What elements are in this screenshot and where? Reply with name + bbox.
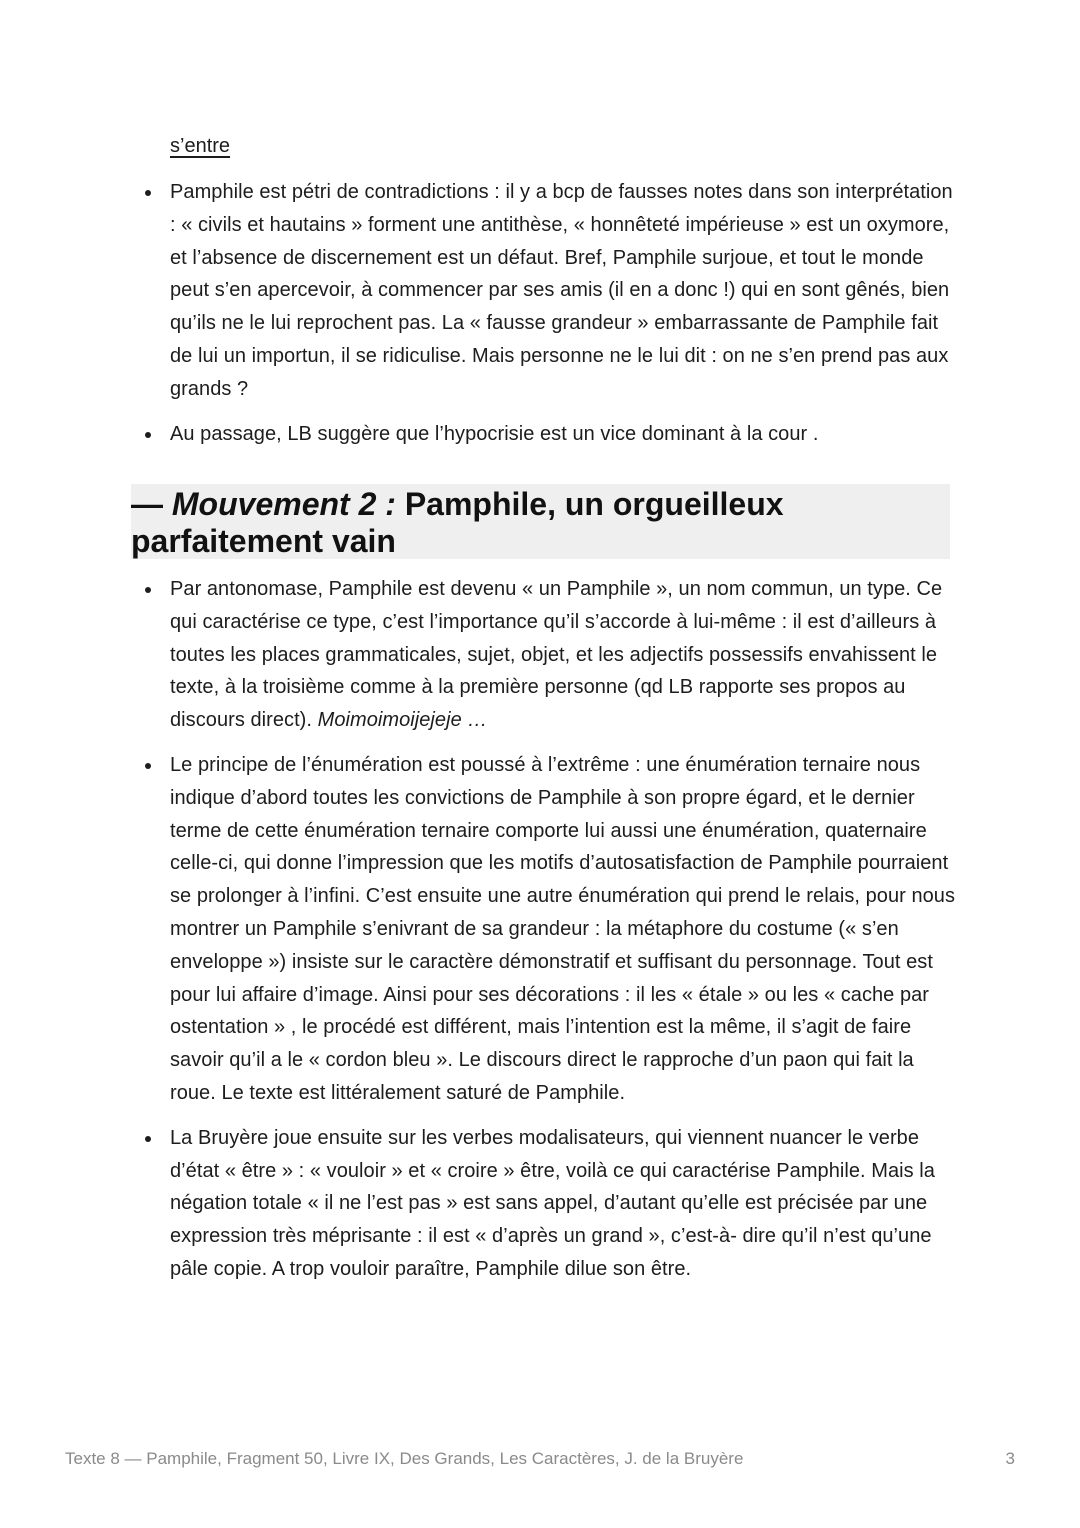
heading-title-line1: Pamphile, un orgueilleux xyxy=(395,486,784,522)
bullet-dot-icon xyxy=(145,587,151,593)
bullet-list-section-2 xyxy=(0,573,1080,1298)
heading-title-line2: parfaitement vain xyxy=(131,523,396,559)
section-heading xyxy=(131,484,950,559)
bullet-dot-icon xyxy=(145,1136,151,1142)
list-item-text: Le principe de l’énumération est poussé à l’extrême : une énumération ternaire nous indique d’abord toutes les convictions de Pamphile à son propre égard, et le dernier terme de cette énumération ternaire comporte lui aussi une énumération, quaternaire celle-ci, qui donne l’impression que les motifs d’autosatisfaction de Pamphile pourraient se prolonger à l’infini. C’est ensuite une autre énumération qui prend le relais, pour nous montrer un Pamphile s’enivrant de sa grandeur : la métaphore du costume (« s’en enveloppe ») insiste sur le caractère démonstratif et suffisant du personnage. Tout est pour lui affaire d’image. Ainsi pour ses décorations : il les « étale » ou les « cache par ostentation » , le procédé est différent, mais l’intention est la même, il s’agit de faire savoir qu’il a le « cordon bleu ». Le discours direct le rapproche d’un paon qui fait la roue. Le texte est littéralement saturé de Pamphile. xyxy=(170,753,956,1104)
bullet-list-section-1 xyxy=(0,176,1080,462)
page-number: 3 xyxy=(1005,1449,1015,1468)
list-item xyxy=(0,418,1080,451)
bullet-dot-icon xyxy=(145,763,151,769)
list-item xyxy=(0,749,1080,1110)
list-item-text: Au passage, LB suggère que l’hypocrisie est un vice dominant à la cour . xyxy=(170,422,819,445)
list-item xyxy=(0,176,1080,406)
continued-text-fragment: s’entre xyxy=(170,135,231,157)
list-item-text: Pamphile est pétri de contradictions : il y a bcp de fausses notes dans son interprétation : « civils et hautains » forment une antithèse, « honnêteté impérieuse » est un oxymore, et l’absence de discernement est un défaut. Bref, Pamphile surjoue, et tout le monde peut s’en apercevoir, à commencer par ses amis (il en a donc !) qui en sont gênés, bien qu’ils ne le lui reprochent pas. La « fausse grandeur » embarrassante de Pamphile fait de lui un importun, il se ridiculise. Mais personne ne le lui dit : on ne s’en prend pas aux grands ? xyxy=(170,181,953,400)
list-item xyxy=(0,573,1080,737)
page-footer-title: Texte 8 — Pamphile, Fragment 50, Livre IX, Des Grands, Les Caractères, J. de la Bruyère xyxy=(65,1449,744,1468)
list-item xyxy=(0,1122,1080,1286)
list-item-italic-text: Moimoimoijejeje … xyxy=(317,709,488,732)
heading-movement-label: Mouvement 2 : xyxy=(171,486,396,522)
heading-dash: — xyxy=(131,486,172,522)
bullet-dot-icon xyxy=(145,432,151,438)
list-item-text: Par antonomase, Pamphile est devenu « un Pamphile », un nom commun, un type. Ce qui caractérise ce type, c’est l’importance qu’il s’accorde à lui-même : il est d’ailleurs à toutes les places grammaticales, sujet, objet, et les adjectifs possessifs envahissent le texte, à la troisième comme à la première personne (qd LB rapporte ses propos au discours direct). xyxy=(170,578,943,732)
list-item-text: La Bruyère joue ensuite sur les verbes modalisateurs, qui viennent nuancer le verbe d’état « être » : « vouloir » et « croire » être, voilà ce qui caractérise Pamphile. Mais la négation totale « il ne l’est pas » est sans appel, d’autant qu’elle est précisée par une expression très méprisante : il est « d’après un grand », c’est-à- dire qu’il n’est qu’une pâle copie. A trop vouloir paraître, Pamphile dilue son être. xyxy=(170,1126,935,1280)
bullet-dot-icon xyxy=(145,190,151,196)
